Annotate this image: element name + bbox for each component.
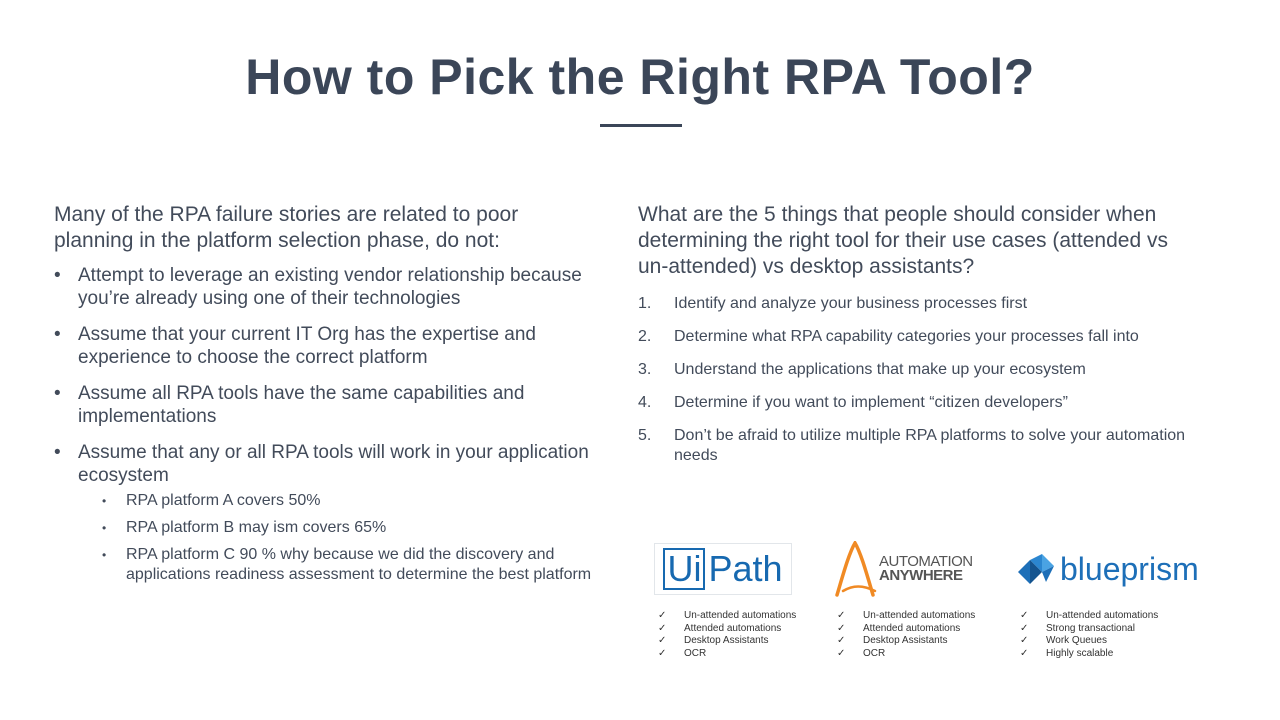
step-number: 3. [638,361,652,378]
aa-logo-line1: AUTOMATION [879,553,973,570]
list-item [654,635,796,648]
right-intro: What are the 5 things that people should consider when determining the right tool for their use cases (attended vs un-attended) vs desktop assistants? [638,203,1168,278]
bullet-glyph: • [102,548,107,562]
sub-list-item [102,518,599,538]
blueprism-logo [1016,540,1199,598]
platform-sub-list [78,491,599,585]
feature-text: OCR [863,648,886,660]
step-number: 4. [638,394,652,411]
list-item [638,294,1198,314]
check-icon: ✓ [837,648,846,660]
step-text: Understand the applications that make up your ecosystem [674,361,1086,378]
sub-bullet-text: RPA platform A covers 50% [126,492,321,509]
step-number: 2. [638,328,652,345]
list-item [654,623,796,636]
list-item [54,264,599,310]
list-item [54,441,599,585]
failure-bullet-list [54,264,599,585]
feature-text: Highly scalable [1046,648,1114,660]
vendor-blueprism [1016,540,1199,661]
list-item [54,382,599,428]
list-item [833,610,975,623]
list-item [1016,635,1199,648]
list-item [638,393,1198,413]
check-icon: ✓ [658,622,667,634]
bullet-glyph: • [54,265,61,286]
bullet-glyph: • [54,383,61,404]
sub-list-item [102,491,599,511]
feature-text: Attended automations [863,622,961,634]
feature-text: Strong transactional [1046,622,1135,634]
vendor-automation-anywhere [833,540,975,661]
feature-text: Work Queues [1046,635,1107,647]
check-icon: ✓ [837,622,846,634]
bullet-glyph: • [102,521,107,535]
feature-text: Attended automations [684,622,782,634]
right-column [638,202,1198,479]
left-column [54,202,599,598]
vendor-comparison [640,540,1240,680]
step-number: 1. [638,295,652,312]
blueprism-prism-icon [1016,552,1056,586]
step-text: Determine if you want to implement “citizen developers” [674,394,1068,411]
list-item [1016,648,1199,661]
list-item [638,360,1198,380]
feature-text: Desktop Assistants [863,635,948,647]
bullet-text: Assume all RPA tools have the same capabilities and implementations [78,383,525,427]
feature-text: Un-attended automations [863,610,976,621]
bullet-text: Attempt to leverage an existing vendor relationship because you’re already using one of their technologies [78,265,582,309]
automation-anywhere-a-icon [833,541,877,597]
list-item [638,327,1198,347]
blueprism-logo-text: blueprism [1060,550,1199,587]
feature-text: Un-attended automations [1046,610,1159,621]
left-intro: Many of the RPA failure stories are related to poor planning in the platform selection phase, do not: [54,203,519,252]
bullet-text: Assume that any or all RPA tools will work in your application ecosystem [78,442,589,486]
feature-text: Un-attended automations [684,610,797,621]
check-icon: ✓ [1020,635,1029,647]
blueprism-feature-list [1016,610,1199,661]
check-icon: ✓ [658,635,667,647]
list-item [638,426,1198,466]
slide-title: How to Pick the Right RPA Tool? [245,49,1035,105]
check-icon: ✓ [837,610,846,621]
check-icon: ✓ [658,610,667,621]
check-icon: ✓ [837,635,846,647]
vendor-uipath [654,540,796,661]
list-item [833,635,975,648]
check-icon: ✓ [1020,622,1029,634]
bullet-text: Assume that your current IT Org has the expertise and experience to choose the correct platform [78,324,536,368]
check-icon: ✓ [1020,648,1029,660]
steps-list [638,294,1198,466]
step-text: Don’t be afraid to utilize multiple RPA platforms to solve your automation needs [674,427,1186,464]
step-text: Identify and analyze your business processes first [674,295,1028,312]
list-item [833,623,975,636]
list-item [1016,623,1199,636]
uipath-logo-path: Path [708,548,783,589]
aa-feature-list [833,610,975,661]
list-item [654,648,796,661]
step-text: Determine what RPA capability categories your processes fall into [674,328,1139,345]
sub-list-item [102,545,599,585]
list-item [833,648,975,661]
uipath-logo-ui: Ui [663,548,705,590]
uipath-feature-list [654,610,796,661]
feature-text: OCR [684,648,707,660]
bullet-glyph: • [102,494,107,508]
bullet-glyph: • [54,324,61,345]
check-icon: ✓ [1020,610,1029,621]
uipath-logo [654,540,796,598]
sub-bullet-text: RPA platform B may ism covers 65% [126,519,387,536]
step-number: 5. [638,427,652,444]
list-item [54,323,599,369]
check-icon: ✓ [658,648,667,660]
list-item [1016,610,1199,623]
bullet-glyph: • [54,442,61,463]
aa-logo-line2: ANYWHERE [879,567,963,584]
list-item [654,610,796,623]
sub-bullet-text: RPA platform C 90 % why because we did the discovery and applications readiness assessment to determine the best platform [126,546,592,583]
title-underline [600,124,682,127]
feature-text: Desktop Assistants [684,635,769,647]
automation-anywhere-logo [833,540,975,598]
